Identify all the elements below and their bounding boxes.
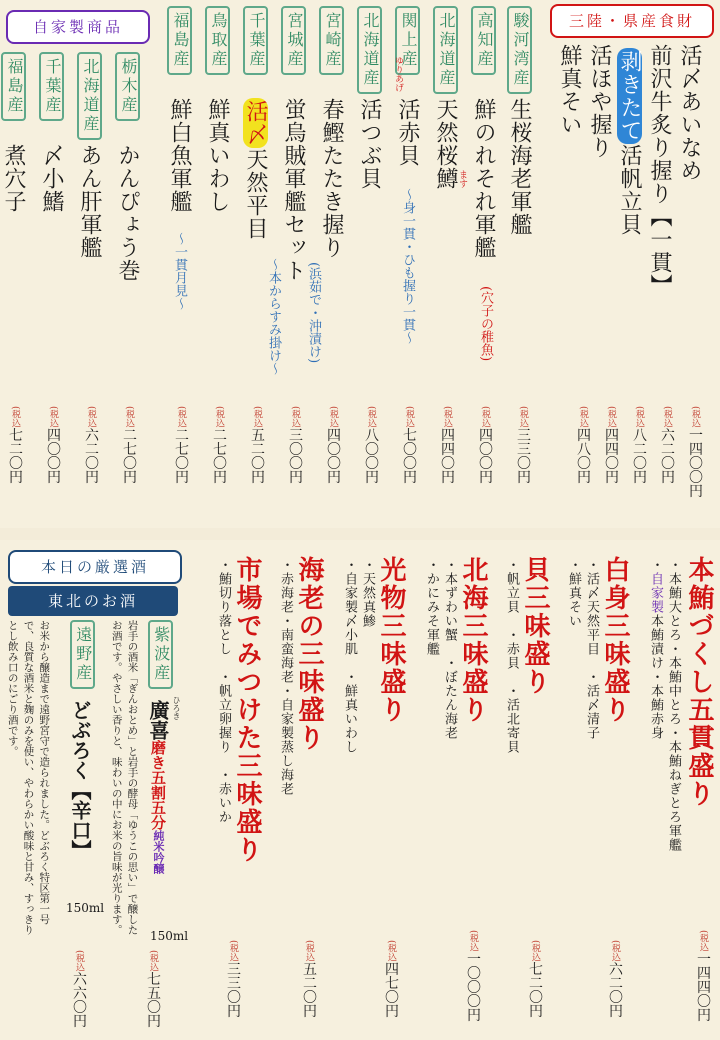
price: (税込七二〇円	[7, 406, 23, 484]
sake-name: どぶろく【辛口】	[68, 700, 92, 860]
header-todays-sake: 本日の厳選酒	[8, 550, 182, 584]
price: (税込七〇〇円	[401, 406, 417, 484]
menu-item: 生桜海老軍艦	[507, 98, 532, 236]
menu-item: あん肝軍艦	[77, 144, 102, 259]
bottom-menu-panel	[0, 540, 720, 1040]
price: (税込四〇〇円	[45, 406, 61, 484]
sake-desc: お米から醸造まで遠野宮守で造られました。どぶろく特区第一号で、良質な酒米と麹のみを使い、やわらかい酸味と甘み、すっきりとし飲み口のにごり酒です。	[6, 620, 51, 935]
price: (税込四四〇円	[603, 406, 619, 484]
price: (税込四八〇円	[575, 406, 591, 484]
price: (税込四〇〇円	[477, 406, 493, 484]
sake-grade-type: 純米吟醸	[152, 830, 165, 874]
origin-label: 北海道産	[77, 52, 102, 140]
price: (税込六六〇円	[71, 950, 87, 1028]
menu-item: 活ほや握り	[587, 44, 612, 159]
sake-volume: 150ml	[150, 929, 189, 943]
ruby-text: ひろき	[172, 696, 181, 720]
origin-label: 福島産	[167, 6, 192, 75]
menu-item: 活赤貝	[395, 98, 420, 167]
set-desc: ・鮪切り落とし ・帆立卵握り ・赤いか	[216, 558, 231, 824]
origin-label: 宮崎産	[319, 6, 344, 75]
menu-item: 鮮のれそれ軍艦	[471, 98, 496, 259]
set-desc: ・自家製本鮪漬け・本鮪赤身	[648, 558, 663, 740]
set-desc: ・活〆天然平目 ・活〆清子	[584, 558, 599, 740]
price: (税込五二〇円	[301, 940, 317, 1018]
sake-name: 廣喜磨き五割五分純米吟醸	[146, 700, 170, 874]
house-made-label: 自家製	[648, 572, 663, 614]
set-title: 市場でみつけた三味盛り	[232, 556, 262, 864]
menu-item: 春鰹たたき握り	[319, 98, 344, 259]
menu-item: 天然桜鱒	[433, 98, 458, 190]
price: (税込二七〇円	[173, 406, 189, 484]
set-title: 光物三味盛り	[376, 556, 406, 724]
origin-label: 遠野産	[70, 620, 95, 689]
set-desc: ・赤海老・南蛮海老・自家製蒸し海老	[278, 558, 293, 796]
set-desc: ・天然真鯵	[360, 558, 375, 628]
price: (税込四七〇円	[383, 940, 399, 1018]
price: (税込三三〇円	[225, 940, 241, 1018]
menu-item	[244, 98, 266, 240]
menu-item: 〆小鰭	[39, 144, 64, 213]
set-title: 北海三味盛り	[458, 556, 488, 724]
set-desc: ・自家製〆小肌 ・鮮真いわし	[342, 558, 357, 754]
set-desc: ・本ずわい蟹 ・ぼたん海老	[442, 558, 457, 740]
origin-label: 千葉産	[39, 52, 64, 121]
set-desc: ・鮮真そい	[566, 558, 581, 628]
freshly-shucked-badge: 剥きたて	[617, 50, 642, 142]
origin-label: 北海道産	[357, 6, 382, 94]
menu-item: 煮穴子	[1, 144, 26, 213]
origin-label: 紫波産	[148, 620, 173, 689]
price: (税込一〇〇〇円	[465, 930, 481, 1022]
set-title: 白身三味盛り	[600, 556, 630, 724]
set-desc: ・帆立貝 ・赤貝 ・活北寄貝	[504, 558, 519, 754]
menu-item: 活〆あいなめ	[677, 44, 702, 182]
price: (税込一四〇〇円	[687, 406, 703, 498]
set-title: 海老の三味盛り	[294, 556, 324, 752]
menu-item: 鮮真そい	[557, 44, 582, 136]
origin-label: 駿河湾産	[507, 6, 532, 94]
sake-volume: 150ml	[66, 901, 105, 915]
sake-grade: 磨き五割五分	[149, 740, 167, 830]
ruby-text: ゆりあげ	[393, 56, 403, 92]
price: (税込一四四〇円	[695, 930, 711, 1022]
menu-item-note: 〜身一貫・ひも握り一貫〜	[400, 188, 415, 344]
menu-item: 鮮白魚軍艦	[167, 98, 192, 213]
live-bled-badge: 活〆	[243, 100, 268, 146]
set-title: 本鮪づくし五貫盛り	[684, 556, 714, 808]
origin-label: 関上産	[395, 6, 420, 75]
set-desc: ・本鮪大とろ・本鮪中とろ・本鮪ねぎとろ軍艦	[666, 558, 681, 852]
set-title: 貝三味盛り	[520, 556, 550, 696]
origin-label: 千葉産	[243, 6, 268, 75]
menu-item: 活つぶ貝	[357, 98, 382, 190]
price: (税込八二〇円	[631, 406, 647, 484]
header-house-made: 自家製商品	[6, 10, 150, 44]
menu-item-note: 〜一貫月見〜	[172, 232, 187, 310]
menu-item	[618, 48, 640, 236]
header-tohoku-sake: 東北のお酒	[8, 586, 178, 616]
menu-item: 蛍烏賊軍艦セット	[281, 98, 306, 282]
price: (税込七二〇円	[527, 940, 543, 1018]
price: (税込四〇〇円	[325, 406, 341, 484]
price: (税込八〇〇円	[363, 406, 379, 484]
ruby-text: ます	[457, 170, 467, 188]
menu-item-label: 天然平目	[243, 148, 268, 240]
menu-item: 前沢牛炙り握り【一貫】	[647, 44, 672, 297]
price: (税込六二〇円	[659, 406, 675, 484]
price: (税込五二〇円	[249, 406, 265, 484]
price: (税込七五〇円	[145, 950, 161, 1028]
menu-item-label: 活帆立貝	[617, 144, 642, 236]
origin-label: 栃木産	[115, 52, 140, 121]
menu-item-note: (穴子の稚魚)	[478, 286, 493, 362]
menu-item: 鮮真いわし	[205, 98, 230, 213]
price: (税込二七〇円	[121, 406, 137, 484]
origin-label: 高知産	[471, 6, 496, 75]
menu-item-note: 〜本からすみ掛け〜	[266, 258, 281, 375]
sake-desc: 岩手の酒米「ぎんおとめ」と岩手の酵母「ゆうこの思い」で醸したお酒です。やさしい香りと、味わいの中にお米の旨味が光ります。	[110, 620, 139, 935]
price: (税込三〇〇円	[287, 406, 303, 484]
price: (税込六二〇円	[83, 406, 99, 484]
set-desc: ・かにみそ軍艦	[424, 558, 439, 656]
price: (税込六二〇円	[607, 940, 623, 1018]
origin-label: 福島産	[1, 52, 26, 121]
origin-label: 宮城産	[281, 6, 306, 75]
origin-label: 北海道産	[433, 6, 458, 94]
price: (税込三三〇円	[515, 406, 531, 484]
header-local-ingredients: 三陸・県産食財	[550, 4, 714, 38]
price: (税込四四〇円	[439, 406, 455, 484]
menu-item-note: (浜茹で・沖漬け)	[306, 262, 321, 364]
menu-item: かんぴょう巻	[115, 144, 140, 282]
origin-label: 鳥取産	[205, 6, 230, 75]
price: (税込二七〇円	[211, 406, 227, 484]
